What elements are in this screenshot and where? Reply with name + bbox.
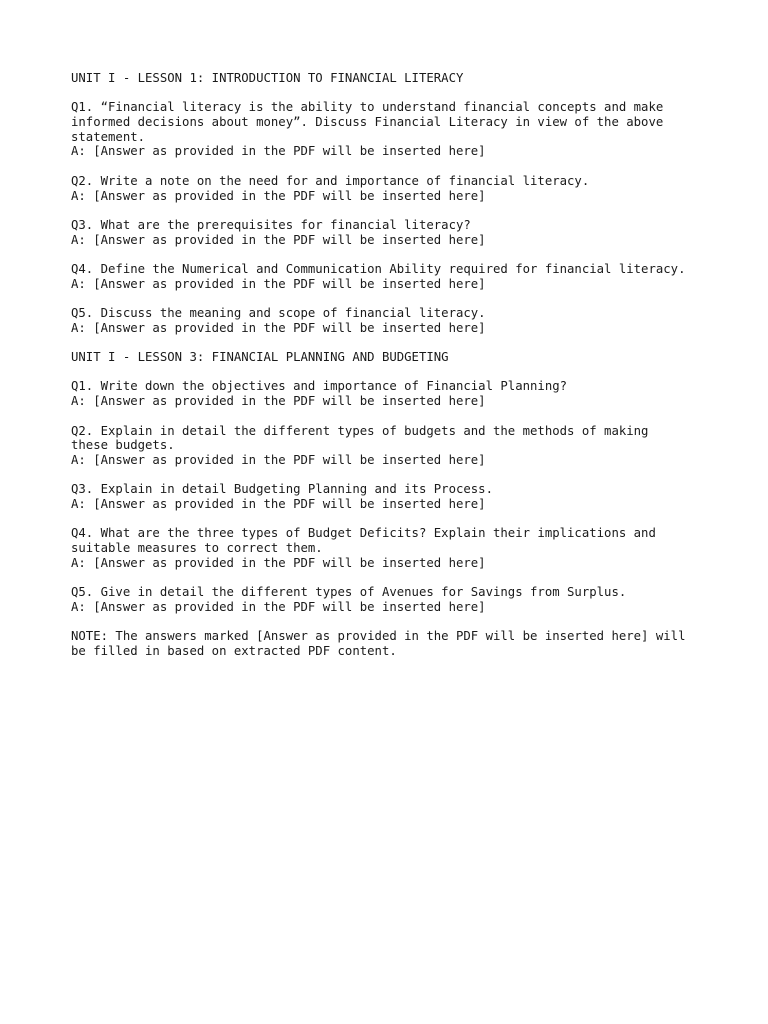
answer-text: A: [Answer as provided in the PDF will be inserted here] (71, 232, 486, 247)
question-text: Q3. Explain in detail Budgeting Planning and its Process. (71, 482, 493, 497)
note-text: NOTE: The answers marked [Answer as provided in the PDF will be inserted here] will (71, 629, 686, 644)
answer-text: A: [Answer as provided in the PDF will be inserted here] (71, 452, 486, 467)
question-block (71, 306, 711, 335)
document-page (71, 71, 711, 659)
answer-text: A: [Answer as provided in the PDF will be inserted here] (71, 188, 486, 203)
note-text: be filled in based on extracted PDF content. (71, 643, 397, 658)
question-block (71, 585, 711, 614)
question-text: suitable measures to correct them. (71, 541, 323, 555)
question-block (71, 218, 711, 247)
section-heading: UNIT I - LESSON 3: FINANCIAL PLANNING AND BUDGETING (71, 350, 449, 365)
question-text: Q2. Explain in detail the different types of budgets and the methods of making (71, 423, 649, 438)
answer-text: A: [Answer as provided in the PDF will be inserted here] (71, 144, 486, 159)
question-text: Q3. What are the prerequisites for financial literacy? (71, 217, 471, 232)
question-text: Q4. Define the Numerical and Communication Ability required for financial literacy. (71, 261, 686, 276)
question-text: Q4. What are the three types of Budget Deficits? Explain their implications and (71, 526, 656, 541)
answer-text: A: [Answer as provided in the PDF will be inserted here] (71, 276, 486, 291)
question-text: Q5. Discuss the meaning and scope of financial literacy. (71, 306, 486, 320)
question-text: Q1. Write down the objectives and importance of Financial Planning? (71, 379, 568, 394)
question-block (71, 262, 711, 291)
note-block (71, 629, 711, 658)
question-text: statement. (71, 129, 146, 144)
answer-text: A: [Answer as provided in the PDF will be inserted here] (71, 496, 486, 511)
question-block (71, 174, 711, 203)
answer-text: A: [Answer as provided in the PDF will be inserted here] (71, 394, 486, 409)
answer-text: A: [Answer as provided in the PDF will be inserted here] (71, 320, 486, 335)
question-text: Q5. Give in detail the different types of Avenues for Savings from Surplus. (71, 585, 627, 600)
section-heading: UNIT I - LESSON 1: INTRODUCTION TO FINANCIAL LITERACY (71, 71, 464, 85)
question-text: Q1. “Financial literacy is the ability to understand financial concepts and make (71, 100, 664, 115)
question-block (71, 482, 711, 511)
answer-text: A: [Answer as provided in the PDF will be inserted here] (71, 555, 486, 570)
question-block (71, 100, 711, 159)
question-text: informed decisions about money”. Discuss Financial Literacy in view of the above (71, 115, 664, 130)
question-block (71, 526, 711, 570)
question-text: Q2. Write a note on the need for and importance of financial literacy. (71, 173, 590, 188)
section-lesson-3 (71, 350, 711, 614)
question-block (71, 424, 711, 468)
question-block (71, 379, 711, 408)
answer-text: A: [Answer as provided in the PDF will be inserted here] (71, 599, 486, 614)
section-lesson-1 (71, 71, 711, 335)
question-text: these budgets. (71, 438, 175, 453)
